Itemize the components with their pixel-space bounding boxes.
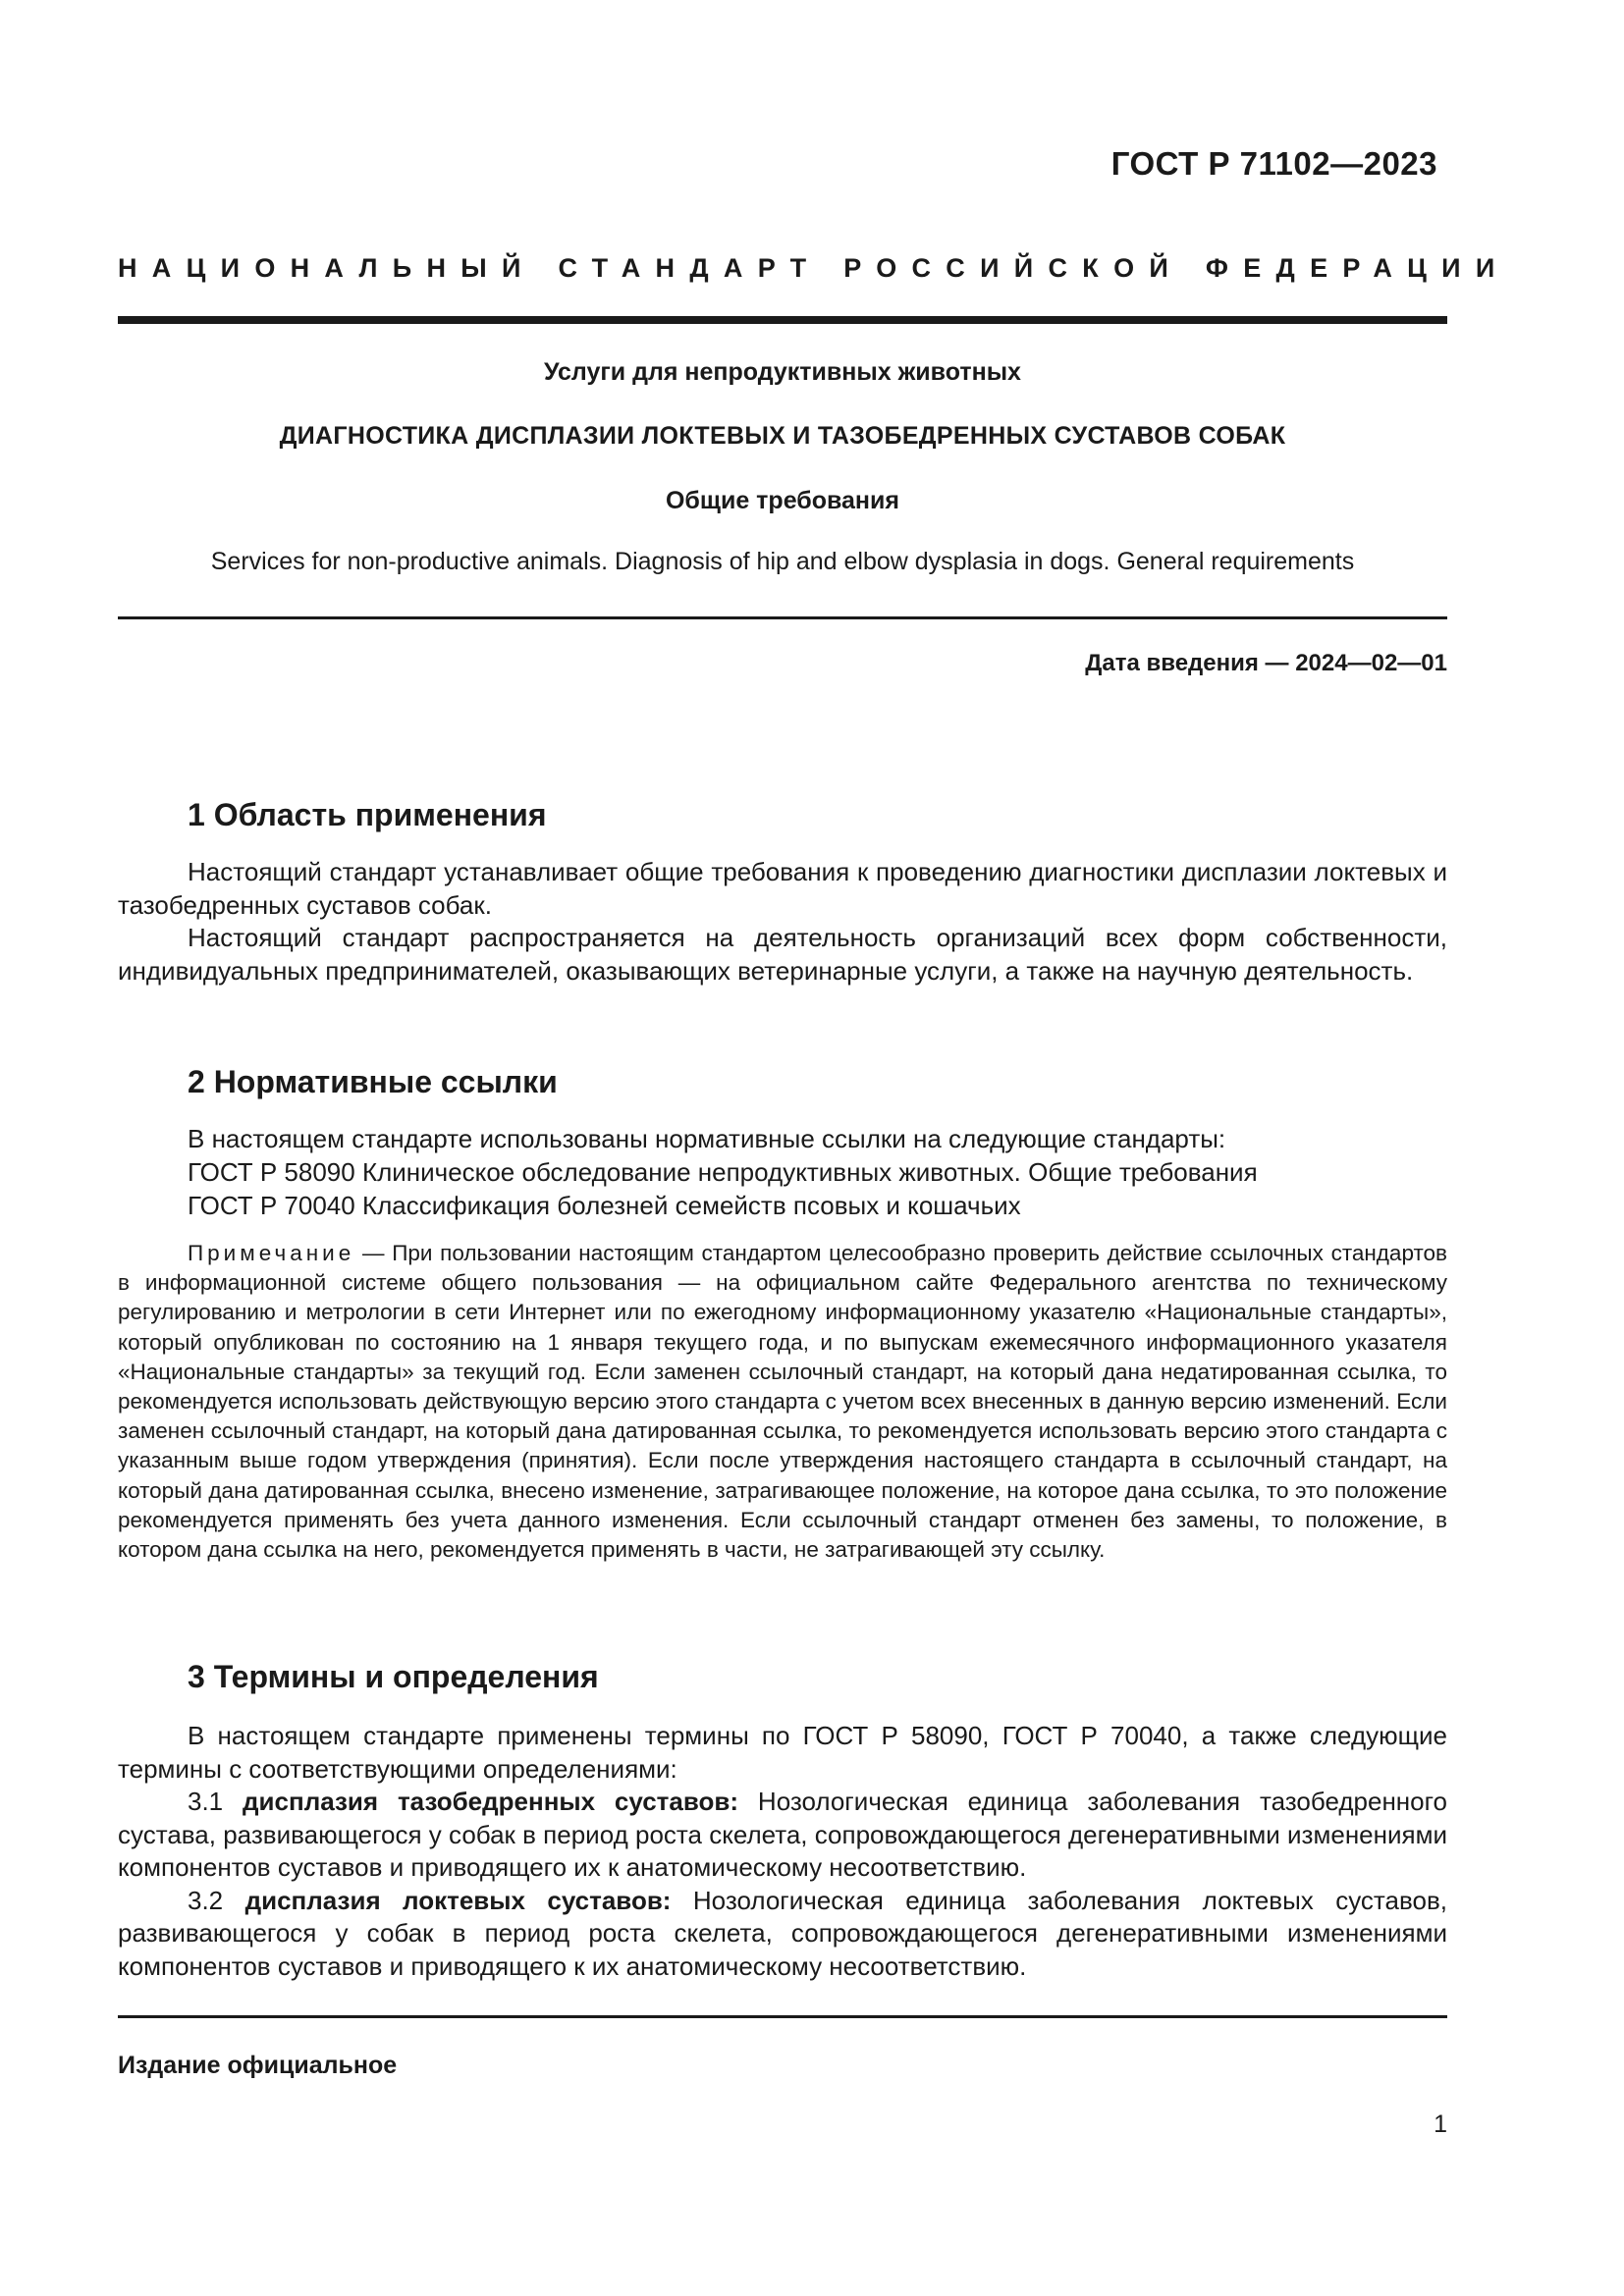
term-entry [118, 1885, 1447, 1984]
standard-subtitle-general: Общие требования [665, 487, 899, 514]
term-number: 3.1 [188, 1787, 224, 1816]
standard-title: ДИАГНОСТИКА ДИСПЛАЗИИ ЛОКТЕВЫХ И ТАЗОБЕДРЕННЫХ СУСТАВОВ СОБАК [279, 422, 1286, 450]
top-divider [118, 316, 1447, 324]
term-name: дисплазия локтевых суставов: [244, 1885, 672, 1915]
reference-item: ГОСТ Р 58090 Клиническое обследование непродуктивных животных. Общие требования [188, 1157, 1258, 1187]
footer-divider [118, 2015, 1447, 2018]
section-2-intro: В настоящем стандарте использованы нормативные ссылки на следующие стандарты: [188, 1124, 1226, 1153]
note-text: — При пользовании настоящим стандартом целесообразно проверить действие ссылочных стандартов в информационной системе общего пользования — на официальном сайте Федерального агентства по техническому регулированию и метрологии в сети Интернет или по ежегодному информационному указателю «Национальные стандарты», который опубликован по состоянию на 1 января текущего года, и по выпускам ежемесячного информационного указателя «Национальные стандарты» за текущий год. Если заменен ссылочный стандарт, на который дана недатированная ссылка, то рекомендуется использовать действующую версию этого стандарта с учетом всех внесенных в данную версию изменений. Если заменен ссылочный стандарт, на который дана датированная ссылка, то рекомендуется использовать версию этого стандарта с указанным выше годом утверждения (принятия). Если после утверждения настоящего стандарта в ссылочный стандарт, на который дана датированная ссылка, внесено изменение, затрагивающее положение, на которое дана ссылка, то это положение рекомендуется применять без учета данного изменения. Если ссылочный стандарт отменен без замены, то положение, в котором дана ссылка на него, рекомендуется применять в части, не затрагивающей эту ссылку. [118, 1241, 1447, 1563]
document-number: ГОСТ Р 71102—2023 [1110, 145, 1437, 182]
section-1-paragraph-2: Настоящий стандарт распространяется на деятельность организаций всех форм собственности, индивидуальных предпринимателей, оказывающих ветеринарные услуги, а также на научную деятельность. [118, 923, 1447, 986]
standard-subtitle: Услуги для непродуктивных животных [544, 358, 1021, 386]
page-number: 1 [1434, 2110, 1447, 2138]
term-name: дисплазия тазобедренных суставов: [243, 1787, 739, 1816]
term-definition: Нозологическая единица заболевания локтевых суставов, развивающегося у собак в период роста скелета, сопровождающегося дегенеративными изменениями компонентов суставов и приводящего к их анатомическому несоответствию. [118, 1885, 1447, 1981]
section-2-note [118, 1239, 1447, 1565]
section-1-body [118, 856, 1447, 988]
section-2-heading: 2 Нормативные ссылки [188, 1064, 558, 1099]
section-3-heading: 3 Термины и определения [188, 1659, 599, 1694]
term-number: 3.2 [188, 1885, 224, 1915]
term-definition: Нозологическая единица заболевания тазобедренного сустава, развивающегося у собак в период роста скелета, сопровождающегося дегенеративными изменениями компонентов суставов и приводящего их к анатомическому несоответствию. [118, 1787, 1447, 1882]
section-3-body [118, 1720, 1447, 1983]
section-1-heading: 1 Область применения [188, 797, 547, 832]
national-standard-banner: НАЦИОНАЛЬНЫЙ СТАНДАРТ РОССИЙСКОЙ ФЕДЕРАЦИИ [118, 253, 1510, 283]
section-1-paragraph-1: Настоящий стандарт устанавливает общие требования к проведению диагностики дисплазии локтевых и тазобедренных суставов собак. [118, 857, 1447, 920]
title-divider [118, 616, 1447, 619]
reference-item: ГОСТ Р 70040 Классификация болезней семейств псовых и кошачьих [188, 1191, 1021, 1220]
term-entry [118, 1786, 1447, 1885]
section-3-intro: В настоящем стандарте применены термины по ГОСТ Р 58090, ГОСТ Р 70040, а также следующие термины с соответствующими определениями: [118, 1721, 1447, 1784]
note-label: Примечание [188, 1241, 355, 1265]
introduction-date: Дата введения — 2024—02—01 [1085, 650, 1447, 676]
official-edition-label: Издание официальное [118, 2052, 398, 2079]
standard-english-title: Services for non-productive animals. Diagnosis of hip and elbow dysplasia in dogs. General requirements [210, 548, 1355, 575]
